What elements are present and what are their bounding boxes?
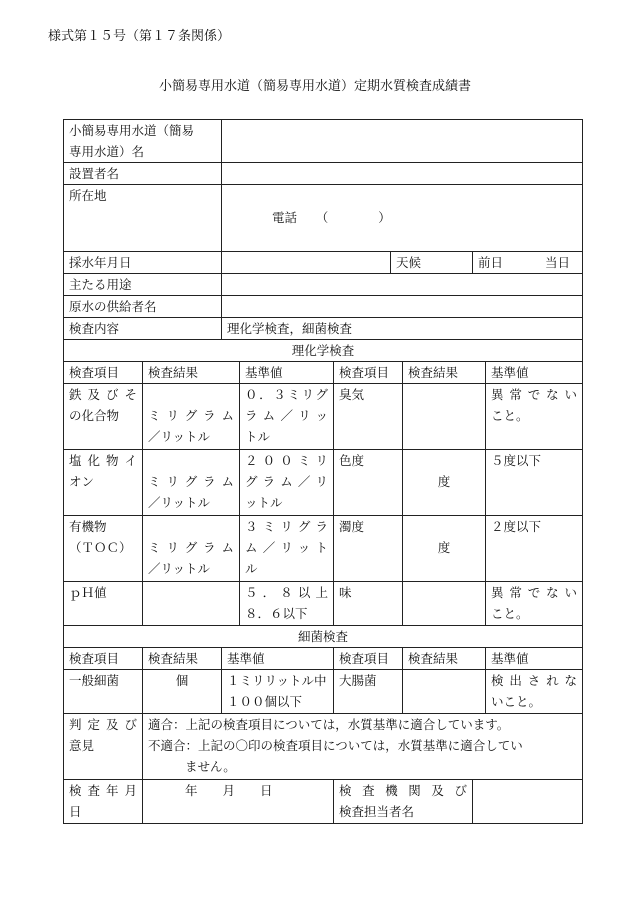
phone-label: 電話 （ ） (272, 210, 391, 225)
chem-header-result-r: 検査結果 (403, 362, 486, 384)
prev-day-label: 前日 (478, 255, 504, 270)
chem-result[interactable]: ミリグラム ／リットル (143, 516, 240, 582)
chem-header-result: 検査結果 (143, 362, 240, 384)
chem-std: ２００ミリ グラム／リ ットル (240, 450, 334, 516)
page-title: 小簡易専用水道（簡易専用水道）定期水質検査成績書 (158, 79, 471, 94)
owner-label: 設置者名 (64, 163, 222, 185)
owner-row (64, 163, 583, 185)
chem-result-r[interactable] (403, 582, 486, 626)
bact-item: 一般細菌 (64, 670, 143, 714)
judgment-text (143, 714, 583, 780)
chem-result-r[interactable]: 度 (403, 516, 486, 582)
bact-header-row (64, 648, 583, 670)
bact-section-row (64, 626, 583, 648)
inspection-date-field[interactable]: 年 月 日 (143, 780, 334, 824)
chem-std-r: 異常でない こと。 (486, 582, 583, 626)
chem-header-std-r: 基準値 (486, 362, 583, 384)
chem-result[interactable] (143, 582, 240, 626)
usage-label: 主たる用途 (64, 274, 222, 296)
sampling-date-row (64, 252, 583, 274)
form-number: 様式第１５号（第１７条関係） (48, 29, 231, 44)
sampling-date-field[interactable] (222, 252, 391, 274)
bact-result[interactable]: 個 (143, 670, 222, 714)
chem-section-title: 理化学検査 (64, 340, 583, 362)
chem-item-r: 濁度 (334, 516, 403, 582)
chem-item: 鉄及びそ の化合物 (64, 384, 143, 450)
supplier-label: 原水の供給者名 (64, 296, 222, 318)
address-label: 所在地 (64, 185, 222, 252)
address-field[interactable] (222, 185, 583, 252)
inspection-org-field[interactable] (473, 780, 583, 824)
chem-section-row (64, 340, 583, 362)
inspection-form-table (63, 119, 583, 824)
chem-row-ph (64, 582, 583, 626)
bact-item-r: 大腸菌 (334, 670, 403, 714)
chem-item-r: 味 (334, 582, 403, 626)
chem-std-r: 異常でない こと。 (486, 384, 583, 450)
chem-row (64, 384, 583, 450)
chem-std: ０．３ミリグ ラム／リッ トル (240, 384, 334, 450)
bact-header-result: 検査結果 (143, 648, 222, 670)
chem-item-r: 臭気 (334, 384, 403, 450)
chem-header-row (64, 362, 583, 384)
chem-row (64, 450, 583, 516)
chem-std-r: ５度以下 (486, 450, 583, 516)
chem-result-r[interactable]: 度 (403, 450, 486, 516)
same-day-label: 当日 (545, 255, 571, 270)
supplier-row (64, 296, 583, 318)
chem-result[interactable]: ミリグラム ／リットル (143, 450, 240, 516)
judgment-label: 判定及び 意見 (64, 714, 143, 780)
judgment-row (64, 714, 583, 780)
bact-std: １ミリリットル中 １００個以下 (222, 670, 334, 714)
chem-item: ｐＨ値 (64, 582, 143, 626)
chem-item-r: 色度 (334, 450, 403, 516)
bact-header-std-r: 基準値 (486, 648, 583, 670)
usage-field[interactable] (222, 274, 583, 296)
chem-header-std: 基準値 (240, 362, 334, 384)
chem-header-item: 検査項目 (64, 362, 143, 384)
bact-section-title: 細菌検査 (64, 626, 583, 648)
bact-header-item: 検査項目 (64, 648, 143, 670)
chem-item: 塩化物イ オン (64, 450, 143, 516)
inspection-org-label: 検査機関及び 検査担当者名 (334, 780, 473, 824)
content-row (64, 318, 583, 340)
chem-std-r: ２度以下 (486, 516, 583, 582)
chem-std: ３ミリグラ ム／リット ル (240, 516, 334, 582)
bact-header-result-r: 検査結果 (403, 648, 486, 670)
weather-field[interactable] (473, 252, 583, 274)
inspection-footer-row (64, 780, 583, 824)
chem-result-r[interactable] (403, 384, 486, 450)
chem-result[interactable]: ミリグラム ／リットル (143, 384, 240, 450)
water-supply-name-label: 小簡易専用水道（簡易 専用水道）名 (64, 120, 222, 163)
chem-header-item-r: 検査項目 (334, 362, 403, 384)
chem-item: 有機物 （ＴＯＣ） (64, 516, 143, 582)
supplier-field[interactable] (222, 296, 583, 318)
bact-header-std: 基準値 (222, 648, 334, 670)
content-label: 検査内容 (64, 318, 222, 340)
weather-label: 天候 (391, 252, 473, 274)
bact-result-r[interactable] (403, 670, 486, 714)
bact-row (64, 670, 583, 714)
judgment-fail-cont: ません。 (185, 759, 236, 774)
chem-std: ５．８以上 ８．６以下 (240, 582, 334, 626)
address-row (64, 185, 583, 252)
bact-header-item-r: 検査項目 (334, 648, 403, 670)
content-value: 理化学検査，細菌検査 (222, 318, 583, 340)
judgment-fail: 不適合：上記の〇印の検査項目については，水質基準に適合してい (148, 738, 523, 753)
judgment-pass: 適合：上記の検査項目については，水質基準に適合しています。 (148, 717, 510, 732)
water-supply-name-row (64, 120, 583, 163)
owner-field[interactable] (222, 163, 583, 185)
water-supply-name-field[interactable] (222, 120, 583, 163)
sampling-date-label: 採水年月日 (64, 252, 222, 274)
chem-row (64, 516, 583, 582)
inspection-date-label: 検査年月 日 (64, 780, 143, 824)
bact-std-r: 検出されな いこと。 (486, 670, 583, 714)
usage-row (64, 274, 583, 296)
